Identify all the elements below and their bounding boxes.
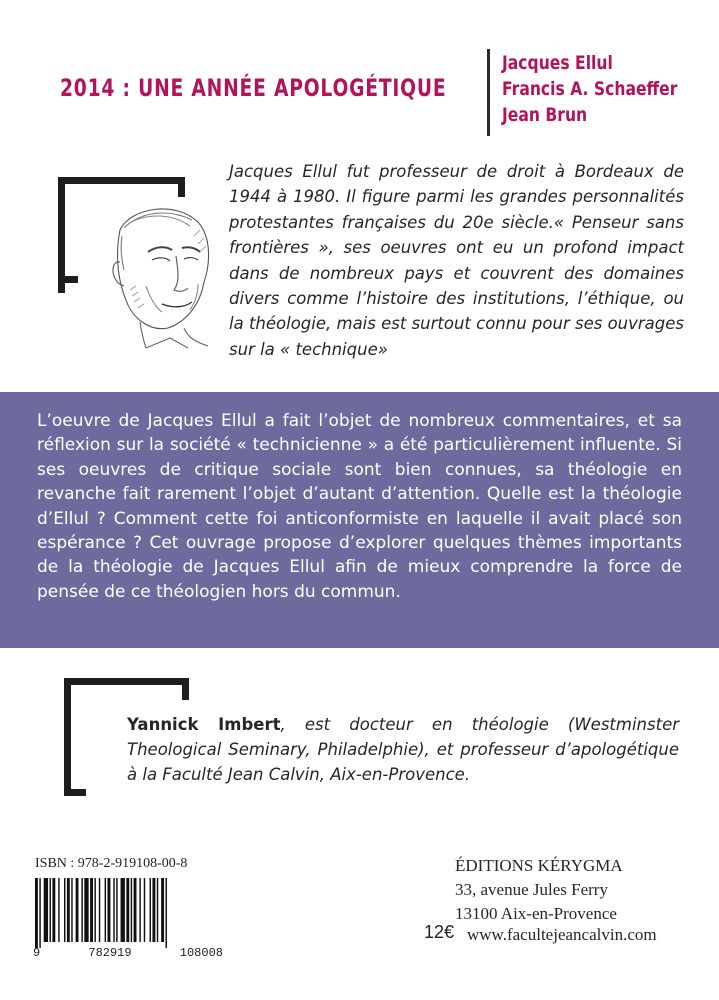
- barcode-bar: [139, 878, 140, 942]
- author-biography: [127, 712, 679, 787]
- barcode-bar: [58, 878, 59, 942]
- publisher-name: ÉDITIONS KÉRYGMA: [455, 856, 623, 875]
- publisher-street: 33, avenue Jules Ferry: [455, 880, 608, 899]
- barcode-bar: [52, 878, 55, 942]
- barcode-bar: [157, 878, 158, 942]
- barcode-bar: [113, 878, 114, 942]
- barcode-bar: [35, 878, 38, 948]
- author-name: Jean Brun: [502, 104, 588, 126]
- barcode-bar: [116, 878, 117, 942]
- bracket-tick: [182, 678, 189, 700]
- ellul-biography: Jacques Ellul fut professeur de droit à Bordeaux de 1944 à 1980. Il figure parmi les grandes personnalités protestantes françaises du 20e siècle.« Penseur sans frontières », ses oeuvres ont eu un profond impact dans de nombreux pays et couvrent des domaines divers comme l’histoire des institutions, l’éthique, ou la théologie, mais est surtout connu pour ses ouvrages sur la « technique»: [229, 162, 684, 359]
- barcode-digit-group: 108008: [179, 946, 223, 960]
- author-name-bold: Yannick Imbert: [127, 715, 281, 734]
- barcode-bar: [121, 878, 125, 942]
- bracket-tick: [58, 276, 78, 283]
- barcode-bar: [67, 878, 70, 942]
- bracket-tick: [64, 789, 86, 796]
- barcode-digit-group: 9: [33, 946, 41, 960]
- book-summary: L’oeuvre de Jacques Ellul a fait l’objet de nombreux commentaires, et sa réflexion sur la société « technicienne » a été particulièrement influente. Si ses oeuvres de critique sociale sont bien connues, sa théologie en revanche fait rarement l’objet d’autant d’attention. Quelle est la théologie d’Ellul ? Comment cette foi anticonformiste en laquelle il avait placé son espérance ? Cet ouvrage propose d’explorer quelques thèmes importants de la théologie de Jacques Ellul afin de mieux comprendre la force de pensée de ce théologien hors du commun.: [37, 411, 682, 602]
- author-name: Jacques Ellul: [502, 52, 613, 74]
- barcode-bar: [90, 878, 93, 942]
- barcode-bar: [108, 878, 111, 942]
- price: 12€: [424, 922, 455, 942]
- publisher-city: 13100 Aix-en-Provence: [455, 904, 617, 923]
- isbn-label: ISBN : 978-2-919108-00-8: [35, 856, 188, 871]
- barcode-digits: [33, 946, 223, 960]
- author-name: Francis A. Schaeffer: [502, 78, 678, 100]
- author-list: [502, 50, 678, 128]
- header-divider: [487, 49, 490, 136]
- barcode-bar: [94, 878, 95, 942]
- barcode-bar: [105, 878, 106, 942]
- barcode-bar: [126, 878, 129, 942]
- barcode-bar: [50, 878, 51, 942]
- author-description: , est docteur en théologie (Westminster Theological Seminary, Philadelphie), et professeur d’apologétique à la Faculté Jean Calvin, Aix-en-Provence.: [127, 715, 680, 784]
- barcode-bar: [150, 878, 151, 942]
- barcode-bar: [161, 878, 164, 942]
- barcode-bar: [99, 878, 100, 942]
- barcode-bar: [81, 878, 82, 942]
- barcode-bar: [76, 878, 79, 942]
- portrait-sketch-image: [80, 190, 230, 350]
- barcode-bar: [71, 878, 72, 942]
- barcode-bar: [84, 878, 88, 942]
- barcode-bar: [166, 878, 167, 948]
- publisher-url: www.facultejeancalvin.com: [467, 925, 657, 944]
- barcode-bar: [39, 878, 40, 948]
- barcode-bar: [44, 878, 48, 942]
- barcode-bar: [64, 878, 65, 942]
- barcode-digit-group: 782919: [88, 946, 132, 960]
- barcode-image: [33, 878, 223, 948]
- barcode-bar: [131, 878, 132, 942]
- barcode-bar: [144, 878, 145, 942]
- barcode-bar: [152, 878, 155, 942]
- barcode-bar: [134, 878, 137, 942]
- book-title: 2014 : UNE ANNÉE APOLOGÉTIQUE: [60, 74, 447, 102]
